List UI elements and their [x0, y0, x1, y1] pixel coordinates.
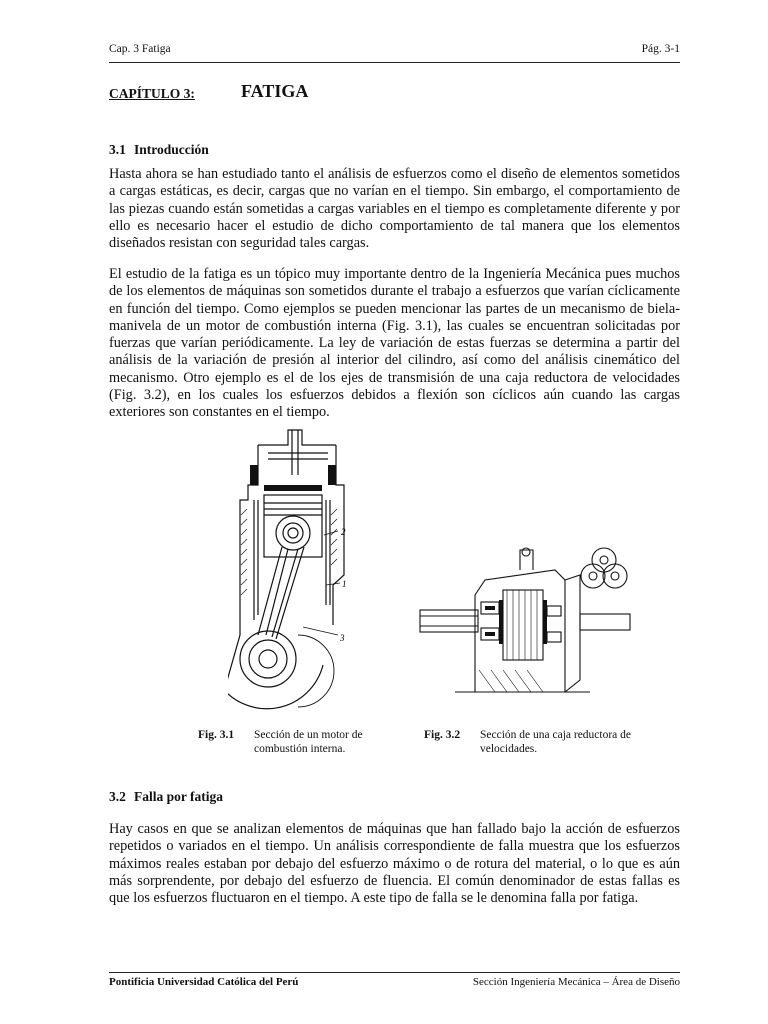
section-title: Introducción: [134, 142, 209, 157]
figure-caption-text: Sección de una caja reductora de velocidades.: [480, 729, 632, 755]
paragraph-fatigue-failure: Hay casos en que se analizan elementos de máquinas que han fallado bajo la acción de esfuerzos repetidos o variados en el tiempo. Un análisis correspondiente de falla muestra que los esfuerzos máximos reales estaban por debajo del esfuerzo máximo o de rotura del material, o lo que es aún más sorprendente, por debajo del esfuerzo de fluencia. El común denominador de estas fallas es que los esfuerzos fluctuaron en el tiempo. A este tipo de falla se le denomina falla por fatiga.: [109, 821, 680, 907]
figure-caption-3-1: [198, 728, 388, 758]
page-header: [109, 43, 680, 61]
chapter-label: CAPÍTULO 3:: [109, 86, 195, 101]
engine-section-figure: [228, 425, 358, 710]
footer-university: Pontificia Universidad Católica del Perú: [109, 976, 299, 988]
section-number: 3.1: [109, 142, 126, 157]
figure-label-3: 3: [340, 633, 345, 643]
footer-department: Sección Ingeniería Mecánica – Área de Diseño: [472, 976, 680, 988]
figure-caption-3-2: [424, 728, 644, 758]
figure-number: Fig. 3.2: [424, 729, 461, 741]
chapter-title: FATIGA: [241, 81, 309, 101]
section-title: Falla por fatiga: [134, 789, 223, 804]
section-number: 3.2: [109, 789, 126, 804]
paragraph-intro-1: Hasta ahora se han estudiado tanto el análisis de esfuerzos como el diseño de elementos sometidos a cargas estáticas, es decir, cargas que no varían en el tiempo. Sin embargo, el comportamiento de las piezas cuando están sometidas a cargas variables en el tiempo es completamente diferente y por ello es necesario hacer el estudio de dicho comportamiento de tal manera que los elementos diseñados resistan con seguridad tales cargas.: [109, 166, 680, 252]
gearbox-section-figure: [415, 540, 635, 695]
header-page-number: Pág. 3-1: [641, 43, 680, 55]
header-chapter: Cap. 3 Fatiga: [109, 43, 171, 55]
paragraph-intro-2: El estudio de la fatiga es un tópico muy importante dentro de la Ingeniería Mecánica pues muchos de los elementos de máquinas son sometidos durante el trabajo a esfuerzos que varían cíclicamente en función del tiempo. Como ejemplos se pueden mencionar las partes de un mecanismo de biela-manivela de un motor de combustión interna (Fig. 3.1), las cuales se encuentran solicitadas por fuerzas que varían periódicamente. La ley de variación de estas fuerzas se determina a partir del análisis de la variación de presión al interior del cilindro, así como del análisis cinemático del mecanismo. Otro ejemplo es el de los ejes de transmisión de una caja reductora de velocidades (Fig. 3.2), en los cuales los esfuerzos debidos a flexión son cíclicos aún cuando las cargas exteriores son constantes en el tiempo.: [109, 266, 680, 421]
section-heading-3-1: [109, 142, 209, 158]
header-rule: [109, 62, 680, 63]
section-heading-3-2: [109, 789, 223, 805]
figure-number: Fig. 3.1: [198, 729, 235, 741]
figure-label-1: 1: [342, 579, 347, 589]
chapter-heading: [109, 81, 309, 102]
figure-caption-text: Sección de un motor de combustión interna.: [254, 729, 363, 755]
footer-rule: [109, 972, 680, 973]
figure-label-2: 2: [341, 527, 346, 537]
page-footer: [109, 976, 680, 988]
